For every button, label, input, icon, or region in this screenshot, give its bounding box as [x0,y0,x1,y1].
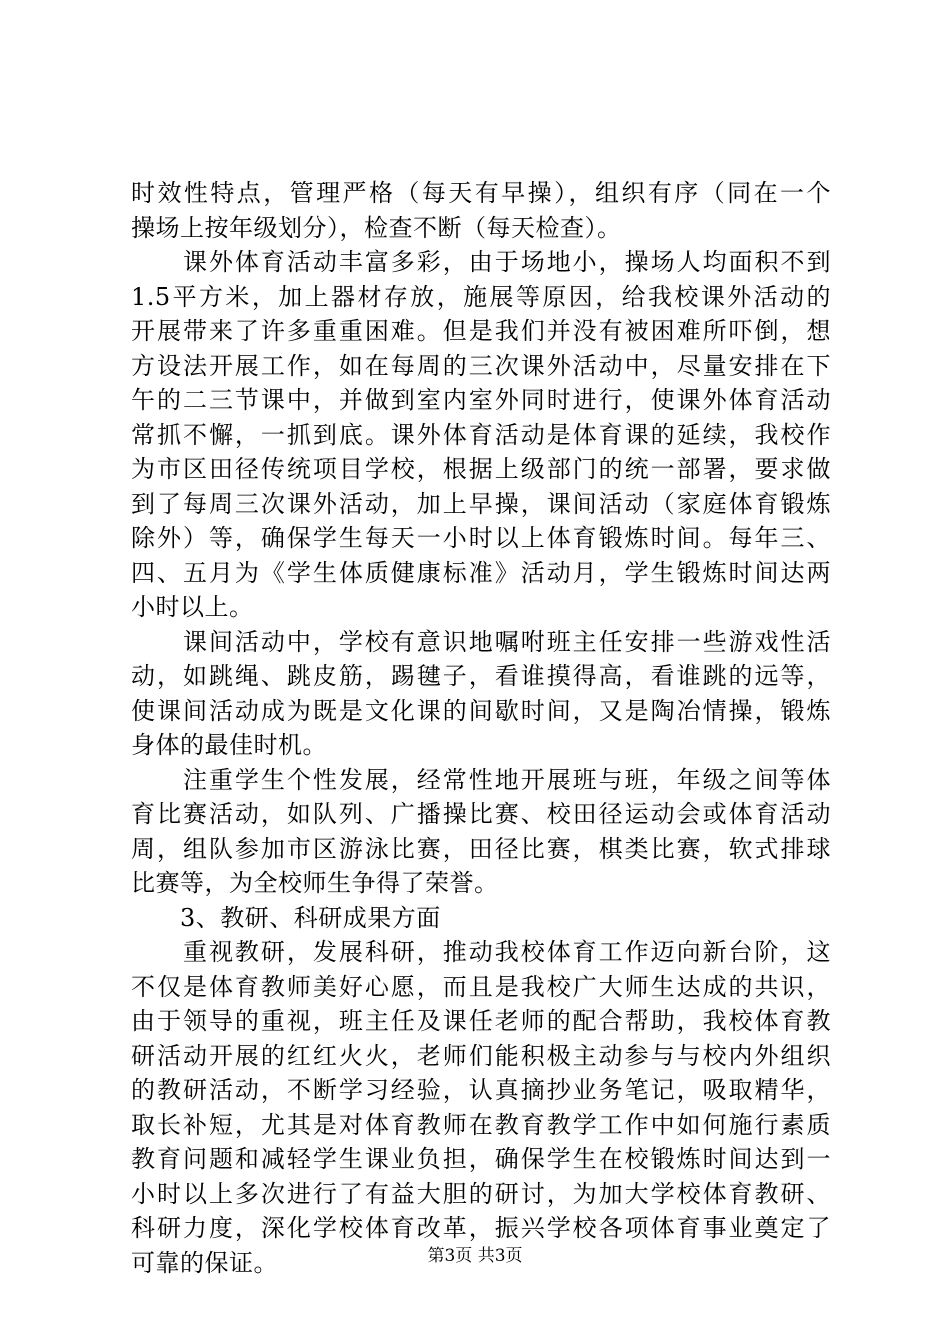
text-line: 使课间活动成为既是文化课的间歇时间，又是陶冶情操，锻炼 [131,696,831,725]
text-line: 身体的最佳时机。 [131,731,327,759]
document-body [131,176,831,1280]
text-line: 周，组队参加市区游泳比赛，田径比赛，棋类比赛，软式排球 [131,834,831,863]
text-line: 小时以上。 [131,593,254,621]
text-line: 育比赛活动，如队列、广播操比赛、校田径运动会或体育活动 [131,800,831,828]
text-line: 方设法开展工作，如在每周的三次课外活动中，尽量安排在下 [131,351,831,380]
text-line: 为市区田径传统项目学校，根据上级部门的统一部署，要求做 [131,455,831,483]
text-line: 到了每周三次课外活动，加上早操，课间活动（家庭体育锻炼 [131,489,831,518]
text-line: 课外体育活动丰富多彩，由于场地小，操场人均面积不到 [131,248,831,276]
text-line: 除外）等，确保学生每天一小时以上体育锻炼时间。每年三、 [131,524,831,552]
text-line: 的教研活动，不断学习经验，认真摘抄业务笔记，吸取精华， [131,1076,831,1104]
text-line: 课间活动中，学校有意识地嘱咐班主任安排一些游戏性活 [131,627,831,656]
text-line: 可靠的保证。 [131,1248,278,1277]
text-line: 操场上按年级划分），检查不断（每天检查）。 [131,213,622,242]
text-line: 开展带来了许多重重困难。但是我们并没有被困难所吓倒，想 [131,317,831,345]
text-line: 教育问题和减轻学生课业负担，确保学生在校锻炼时间达到一 [131,1145,831,1173]
text-line: 时效性特点，管理严格（每天有早操），组织有序（同在一个 [131,179,831,207]
text-line: 科研力度，深化学校体育改革，振兴学校各项体育事业奠定了 [131,1214,831,1242]
text-line: 动，如跳绳、跳皮筋，踢毽子，看谁摸得高，看谁跳的远等， [131,662,831,690]
page-footer: 第3页 共3页 [427,1246,523,1266]
text-line: 不仅是体育教师美好心愿，而且是我校广大师生达成的共识， [131,972,831,1001]
text-line: 午的二三节课中，并做到室内室外同时进行，使课外体育活动 [131,386,831,414]
text-line: 由于领导的重视，班主任及课任老师的配合帮助，我校体育教 [131,1007,831,1035]
text-line: 注重学生个性发展，经常性地开展班与班，年级之间等体 [131,765,831,794]
text-line: 1.5平方米，加上器材存放，施展等原因，给我校课外活动的 [131,282,831,311]
text-line: 研活动开展的红红火火，老师们能积极主动参与与校内外组织 [131,1041,831,1070]
text-line: 小时以上多次进行了有益大胆的研讨，为加大学校体育教研、 [131,1179,831,1208]
text-line: 比赛等，为全校师生争得了荣誉。 [131,869,499,897]
text-line: 取长补短，尤其是对体育教师在教育教学工作中如何施行素质 [131,1110,831,1139]
text-line: 重视教研，发展科研，推动我校体育工作迈向新台阶，这 [131,938,831,966]
text-line: 3、教研、科研成果方面 [131,903,441,932]
text-line: 四、五月为《学生体质健康标准》活动月，学生锻炼时间达两 [131,558,831,587]
text-line: 常抓不懈，一抓到底。课外体育活动是体育课的延续，我校作 [131,420,831,449]
